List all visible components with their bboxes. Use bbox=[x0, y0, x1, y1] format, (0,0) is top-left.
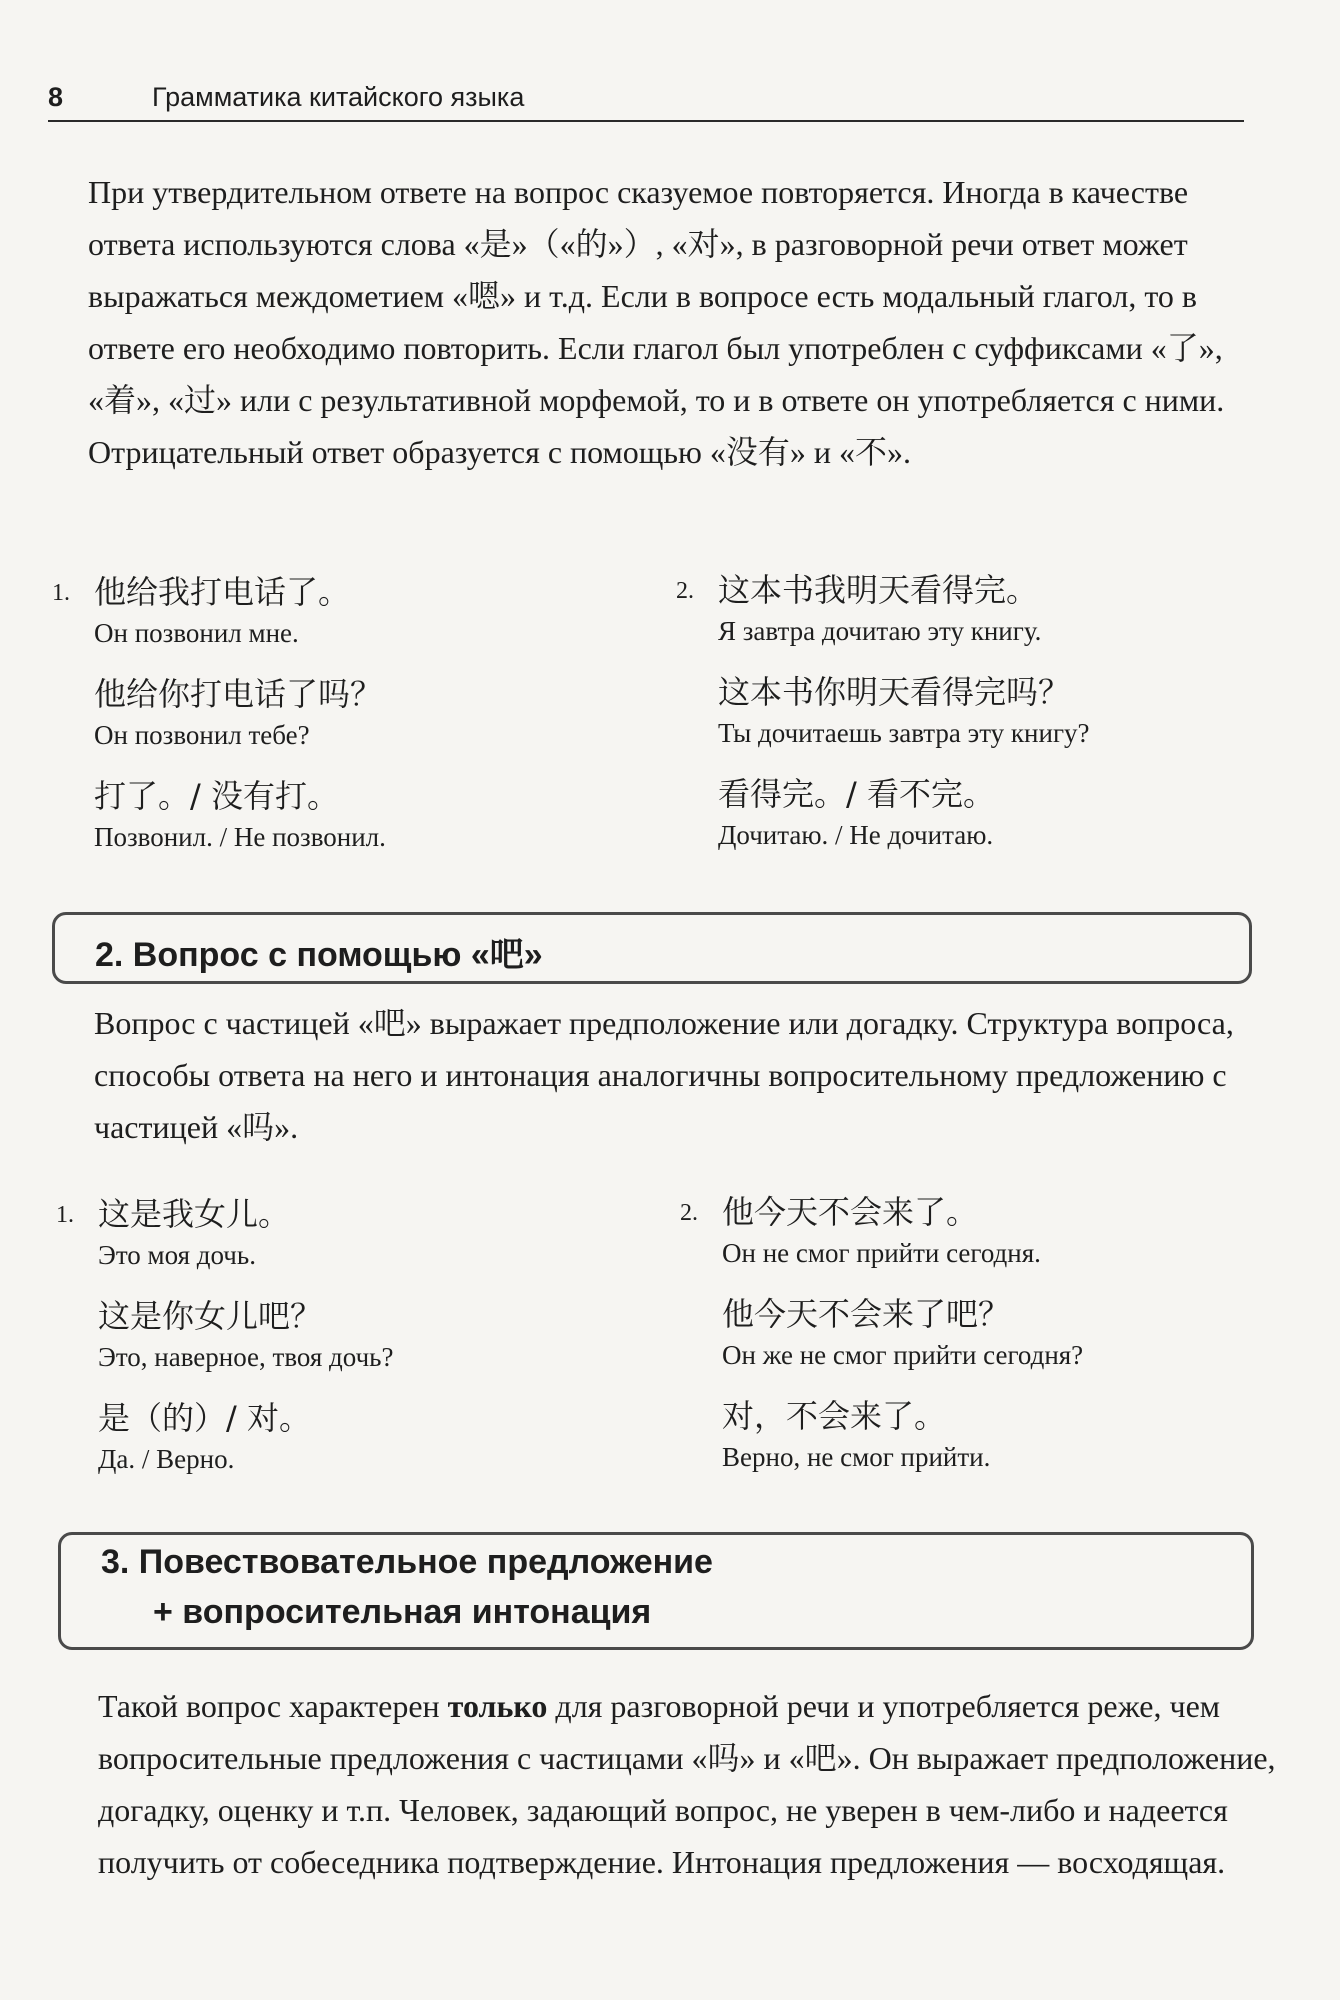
example-ru: Он не смог прийти сегодня. bbox=[722, 1238, 1041, 1268]
example-zh: 这本书我明天看得完。 bbox=[718, 571, 1039, 609]
section-heading-2 bbox=[52, 912, 1252, 984]
paragraph-answers: При утвердительном ответе на вопрос сказуемое повторяется. Иногда в качестве ответа используются слова «是»（«的»）, «对», в разговорной речи ответ может выражаться междометием «嗯» и т.д. Если в вопросе есть модальный глагол, то в ответе его необходимо повторить. Если глагол был употреблен с суффиксами «了», «着», «过» или с результативной морфемой, то и в ответе он употребляется с ними. Отрицательный ответ образуется с помощью «没有» и «不». bbox=[88, 174, 1225, 470]
example-zh: 这是你女儿吧？ bbox=[98, 1297, 323, 1335]
example-zh: 他给你打电话了吗？ bbox=[94, 675, 383, 713]
example-ru: Это моя дочь. bbox=[98, 1240, 256, 1270]
example-zh: 这是我女儿。 bbox=[98, 1195, 291, 1233]
example-zh: 是（的）/ 对。 bbox=[98, 1399, 311, 1437]
example-ru: Я завтра дочитаю эту книгу. bbox=[718, 616, 1042, 646]
example-number: 2. bbox=[680, 1200, 698, 1226]
running-title: Грамматика китайского языка bbox=[152, 82, 525, 112]
example-ru: Он же не смог прийти сегодня? bbox=[722, 1340, 1084, 1370]
example-ru: Это, наверное, твоя дочь? bbox=[98, 1342, 394, 1372]
example-number: 2. bbox=[676, 578, 694, 604]
example-ru: Он позвонил мне. bbox=[94, 618, 299, 648]
example-zh: 这本书你明天看得完吗？ bbox=[718, 673, 1071, 711]
example-zh: 他今天不会来了。 bbox=[722, 1193, 979, 1231]
example-zh: 他今天不会来了吧？ bbox=[722, 1295, 1011, 1333]
paragraph-intonation bbox=[60, 1680, 1288, 1888]
example-ru: Да. / Верно. bbox=[98, 1444, 235, 1474]
example-zh: 看得完。/ 看不完。 bbox=[718, 775, 995, 813]
emphasis-only: только bbox=[447, 1688, 548, 1724]
paragraph-ba: Вопрос с частицей «吧» выражает предположение или догадку. Структура вопроса, способы ответа на него и интонация аналогичны вопросительному предложению с частицей «吗». bbox=[94, 1005, 1234, 1145]
section-title-line-1: 3. Повествовательное предложение bbox=[101, 1543, 713, 1581]
section-title-line-2: + вопросительная интонация bbox=[153, 1593, 652, 1631]
example-ru: Дочитаю. / Не дочитаю. bbox=[718, 820, 994, 850]
section-title: 2. Вопрос с помощью «吧» bbox=[95, 936, 543, 974]
section-heading-3 bbox=[58, 1532, 1254, 1650]
example-ru: Ты дочитаешь завтра эту книгу? bbox=[718, 718, 1090, 748]
example-number: 1. bbox=[52, 580, 70, 606]
example-zh: 打了。/ 没有打。 bbox=[94, 777, 339, 815]
example-zh: 对，不会来了。 bbox=[722, 1397, 947, 1435]
paragraph-text: Такой вопрос характерен bbox=[98, 1688, 448, 1724]
example-zh: 他给我打电话了。 bbox=[94, 573, 351, 611]
running-header bbox=[48, 78, 1244, 122]
example-ru: Он позвонил тебе? bbox=[94, 720, 310, 750]
page-number: 8 bbox=[48, 82, 64, 112]
example-number: 1. bbox=[56, 1202, 74, 1228]
example-ru: Верно, не смог прийти. bbox=[722, 1442, 991, 1472]
example-ru: Позвонил. / Не позвонил. bbox=[94, 822, 386, 852]
paragraph-text: для разговорной речи и употребляется реже, чем вопросительные предложения с частицами «吗» и «吧». Он выражает предположение, догадку, оценку и т.п. Человек, задающий вопрос, не уверен в чем-либо и надеется получить от собеседника подтверждение. Интонация предложения — восходящая. bbox=[98, 1688, 1276, 1880]
